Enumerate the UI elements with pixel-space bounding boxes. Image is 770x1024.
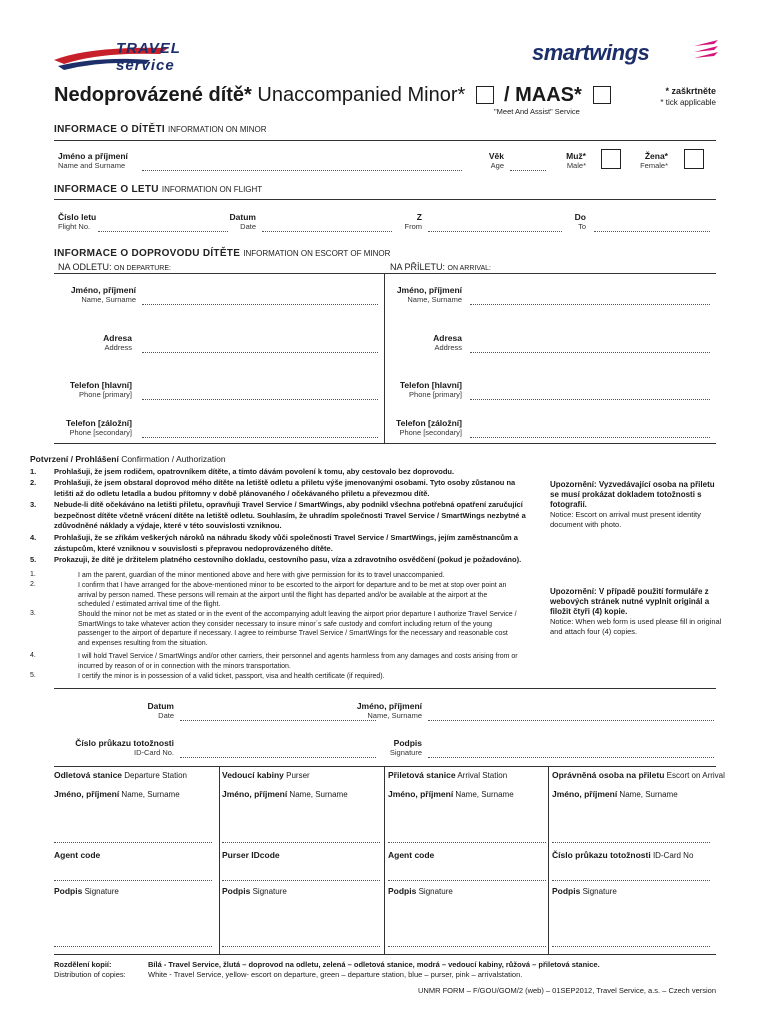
grid-col-1-code-field[interactable]: [54, 880, 212, 881]
dep-name-sublabel: Name, Surname: [81, 295, 136, 304]
escort-section-heading: INFORMACE O DOPROVODU DÍTĚTE INFORMATION ON ESCORT OF MINOR: [54, 248, 391, 259]
sign-signature-sublabel: Signature: [389, 748, 422, 757]
cz-item-num-3: 3.: [30, 500, 37, 509]
grid-col-4-name-label: Jméno, příjmení Name, Surname: [552, 789, 678, 799]
grid-col-4-name-field[interactable]: [552, 842, 710, 843]
title-en: Unaccompanied Minor*: [257, 84, 466, 106]
cz-item-3: Nebude-li dítě očekáváno na letišti přiletu, opravňuji Travel Service / SmartWings, aby podnikl všechna potřebná opatření zaručující bezpečnost dítěte včetně vrácení dítěte na letiště odletu. Souhlasím, že uhradím společnosti Travel Service / SmartWings nezbytné a zdůvodněné náklady a výdaje, které v této souvislosti vzniknou.: [54, 500, 526, 530]
dep-name-label: Jméno, příjmení: [70, 285, 136, 295]
arr-phone1-sublabel: Phone [primary]: [409, 390, 462, 399]
flight-section-heading: INFORMACE O LETU INFORMATION ON FLIGHT: [54, 184, 263, 195]
sign-id-sublabel: ID-Card No.: [133, 748, 174, 757]
distribution-label-en: Distribution of copies:: [54, 970, 126, 979]
sign-name-sublabel: Name, Surname: [367, 711, 422, 720]
flight-from-label: Z: [416, 212, 422, 222]
sign-id-field[interactable]: [180, 757, 376, 758]
grid-col-4-code-field[interactable]: [552, 880, 710, 881]
en-item-num-5: 5.: [30, 672, 36, 679]
minor-name-label: Jméno a příjmení: [58, 151, 128, 161]
sign-name-field[interactable]: [428, 720, 714, 721]
minor-age-label: Věk: [488, 151, 504, 161]
grid-col-4-signature-field[interactable]: [552, 946, 710, 947]
grid-col-3-header: Přiletová stanice Arrival Station: [388, 770, 508, 780]
flight-no-label: Číslo letu: [58, 212, 97, 222]
notice-escort-box: [550, 480, 720, 530]
grid-col-3-code-field[interactable]: [388, 880, 546, 881]
grid-col-3-name-field[interactable]: [388, 842, 546, 843]
cz-item-num-1: 1.: [30, 467, 37, 476]
tick-note-en: * tick applicable: [660, 98, 716, 107]
minor-age-field[interactable]: [510, 170, 546, 171]
grid-col-2-name-label: Jméno, příjmení Name, Surname: [222, 789, 348, 799]
grid-col-2-header: Vedoucí kabiny Purser: [222, 770, 310, 780]
female-sublabel: Female*: [640, 161, 668, 170]
flight-date-label: Datum: [229, 212, 256, 222]
cz-item-num-4: 4.: [30, 533, 37, 542]
arr-address-field[interactable]: [470, 352, 710, 353]
tick-note-cz: * zaškrtněte: [665, 86, 716, 96]
notice-webform-en: Notice: When web form is used please fill in original and attach four (4) copies.: [550, 617, 722, 636]
cz-item-num-2: 2.: [30, 478, 37, 487]
sign-signature-label: Podpis: [393, 738, 422, 748]
male-checkbox[interactable]: [601, 149, 621, 169]
form-code: UNMR FORM – F/GOU/GOM/2 (web) – 01SEP2012, Travel Service, a.s. – Czech version: [417, 986, 716, 995]
grid-col-3-signature-field[interactable]: [388, 946, 546, 947]
maas-title: / MAAS*: [504, 84, 582, 106]
dep-address-sublabel: Address: [104, 343, 132, 352]
grid-col-1-header: Odletová stanice Departure Station: [54, 770, 187, 780]
en-item-num-4: 4.: [30, 652, 36, 659]
flight-from-field[interactable]: [428, 231, 562, 232]
grid-col-3-code-label: Agent code: [388, 850, 435, 860]
travel-logo-text: TRAVEL service: [116, 40, 181, 74]
sign-date-field[interactable]: [180, 720, 376, 721]
title-cz: Nedoprovázené dítě*: [54, 84, 252, 106]
grid-col-1-code-label: Agent code: [54, 850, 101, 860]
grid-col-2-code-field[interactable]: [222, 880, 380, 881]
travel-service-logo: [50, 38, 230, 78]
cz-item-4: Prohlašuji, že se zříkám veškerých nároků na náhradu škody vůči společnosti Travel Service / SmartWings, jejím zaměstnancům a zástupcům, které vzniknou v souvislosti s přepravou nedoprovázeného dítěte.: [54, 533, 518, 553]
dep-phone2-label: Telefon [záložní]: [66, 418, 132, 428]
flight-date-sublabel: Date: [240, 222, 256, 231]
en-item-num-1: 1.: [30, 571, 36, 578]
grid-col-4-header: Oprávněná osoba na přiletu Escort on Arrival: [552, 770, 725, 780]
departure-heading: NA ODLETU: ON DEPARTURE:: [58, 262, 171, 272]
grid-col-1-name-label: Jméno, příjmení Name, Surname: [54, 789, 180, 799]
male-sublabel: Male*: [566, 161, 586, 170]
en-item-5: I certify the minor is in possession of a valid ticket, passport, visa and health certificate (if required).: [78, 673, 385, 680]
en-item-num-2: 2.: [30, 581, 36, 588]
en-item-num-3: 3.: [30, 610, 36, 617]
sign-signature-field[interactable]: [428, 757, 714, 758]
grid-col-3-name-label: Jméno, příjmení Name, Surname: [388, 789, 514, 799]
arr-name-sublabel: Name, Surname: [407, 295, 462, 304]
cz-item-2: Prohlašuji, že jsem obstaral doprovod mého dítěte na letiště odletu a přiletu výše jmenovanými osobami. Tyto osoby zůstanou na letišti až do odletu letadla a budou přítomny v době plánovaného / očekávaného přiletu a převezmou dítě.: [54, 478, 516, 498]
distribution-line-en: White - Travel Service, yellow- escort on departure, green – departure station, blue – purser, pink – arrivalstation.: [148, 970, 523, 979]
dep-address-field[interactable]: [142, 352, 378, 353]
arr-phone2-sublabel: Phone [secondary]: [399, 428, 462, 437]
dep-phone2-field[interactable]: [142, 437, 378, 438]
grid-col-3-signature-label: Podpis Signature: [388, 886, 453, 896]
sign-date-label: Datum: [147, 701, 174, 711]
grid-col-2-code-label: Purser IDcode: [222, 850, 280, 860]
cz-item-5: Prokazuji, že dítě je držitelem platného cestovního dokladu, cestovního pasu, víza a zdravotního osvědčení (pokud je požadováno).: [54, 555, 522, 564]
grid-col-2-name-field[interactable]: [222, 842, 380, 843]
unaccompanied-minor-checkbox[interactable]: [476, 86, 494, 104]
minor-name-field[interactable]: [142, 170, 462, 171]
arrival-heading: NA PŘÍLETU: ON ARRIVAL:: [390, 262, 491, 272]
minor-age-sublabel: Age: [490, 161, 504, 170]
flight-date-field[interactable]: [262, 231, 392, 232]
smartwings-logo: [532, 40, 722, 68]
sign-id-label: Číslo průkazu totožnosti: [75, 738, 174, 748]
flight-to-sublabel: To: [578, 222, 586, 231]
notice-escort-en: Notice: Escort on arrival must present identity document with photo.: [550, 510, 701, 529]
arr-name-label: Jméno, příjmení: [396, 285, 462, 295]
grid-col-1-signature-field[interactable]: [54, 946, 212, 947]
flight-no-field[interactable]: [98, 231, 228, 232]
flight-to-label: Do: [574, 212, 586, 222]
en-item-4: I will hold Travel Service / SmartWings and/or other carriers, their personnel and agents harmless from any damages and costs arising from or incurred by reason of or in connection with the minors transportation.: [78, 653, 518, 670]
distribution-label-cz: Rozdělení kopií:: [54, 960, 112, 969]
distribution-line-cz: Bílá - Travel Service, žlutá – doprovod na odletu, zelená – odletová stanice, modrá – vedoucí kabiny, růžová – přiletová stanice.: [148, 960, 600, 969]
confirmation-heading: Potvrzení / Prohlášení Confirmation / Authorization: [30, 454, 226, 464]
cz-item-num-5: 5.: [30, 555, 37, 564]
arr-phone2-field[interactable]: [470, 437, 710, 438]
smartwings-logo-text: smartwings: [532, 40, 650, 65]
cz-item-1: Prohlašuji, že jsem rodičem, opatrovníkem dítěte, a tímto dávám povolení k tomu, aby cestovalo bez doprovodu.: [54, 467, 455, 476]
en-item-1: I am the parent, guardian of the minor mentioned above and here with give permission for its to travel unaccompanied.: [78, 572, 445, 579]
notice-webform-cz: Upozornění: V případě použití formuláře z webových stránek nutné vyplnit originál a filožit čtyři (4) kopie.: [550, 587, 710, 616]
page-title: [54, 84, 465, 107]
en-item-2: I confirm that I have arranged for the above-mentioned minor to be escorted to the airport for departure and to be met at stop over point an arrival by person named. These persons will remain at the airport until the flight has departed and/or be available at the airport at the scheduled / estimated arrival time of the flight.: [78, 582, 507, 608]
en-item-3: Should the minor not be met as stated or in the event of the accompanying adult leaving the airport prior departure I authorize Travel Service / SmartWings to take whatever action they consider necessary to insure minor´s safe custody and comfort including return of the young passenger to the airport of departure if necessary. I agree to reimburse Travel Service / SmartWings for the necessary and reasonable cost and expenses resulting from the situation.: [78, 611, 517, 647]
minor-name-sublabel: Name and Surname: [58, 161, 126, 170]
maas-checkbox[interactable]: [593, 86, 611, 104]
notice-webform-box: [550, 587, 722, 637]
male-label: Muž*: [566, 151, 586, 161]
grid-col-1-signature-label: Podpis Signature: [54, 886, 119, 896]
flight-no-sublabel: Flight No.: [58, 222, 91, 231]
dep-phone1-field[interactable]: [142, 399, 378, 400]
female-label: Žena*: [644, 151, 668, 161]
dep-address-label: Adresa: [103, 333, 132, 343]
grid-col-4-code-label: Číslo průkazu totožnosti ID-Card No: [552, 850, 694, 860]
arr-phone1-label: Telefon [hlavní]: [399, 380, 462, 390]
maas-subtitle: "Meet And Assist" Service: [494, 107, 580, 116]
sign-date-sublabel: Date: [158, 711, 174, 720]
grid-col-2-signature-field[interactable]: [222, 946, 380, 947]
dep-phone1-label: Telefon [hlavní]: [69, 380, 132, 390]
grid-col-2-signature-label: Podpis Signature: [222, 886, 287, 896]
female-checkbox[interactable]: [684, 149, 704, 169]
flight-from-sublabel: From: [404, 222, 422, 231]
sign-name-label: Jméno, příjmení: [356, 701, 422, 711]
arr-phone2-label: Telefon [záložní]: [396, 418, 462, 428]
dep-phone1-sublabel: Phone [primary]: [79, 390, 132, 399]
dep-name-field[interactable]: [142, 304, 378, 305]
flight-to-field[interactable]: [594, 231, 710, 232]
arr-address-label: Adresa: [433, 333, 462, 343]
minor-section-heading: INFORMACE O DÍTĚTI INFORMATION ON MINOR: [54, 124, 267, 135]
arr-phone1-field[interactable]: [470, 399, 710, 400]
grid-col-1-name-field[interactable]: [54, 842, 212, 843]
notice-escort-cz: Upozornění: Vyzvedávající osoba na přiletu se musí prokázat dokladem totožnosti s fotografií.: [550, 480, 715, 509]
arr-name-field[interactable]: [470, 304, 710, 305]
arr-address-sublabel: Address: [434, 343, 462, 352]
grid-col-4-signature-label: Podpis Signature: [552, 886, 617, 896]
dep-phone2-sublabel: Phone [secondary]: [69, 428, 132, 437]
wing-icon: [692, 38, 720, 64]
